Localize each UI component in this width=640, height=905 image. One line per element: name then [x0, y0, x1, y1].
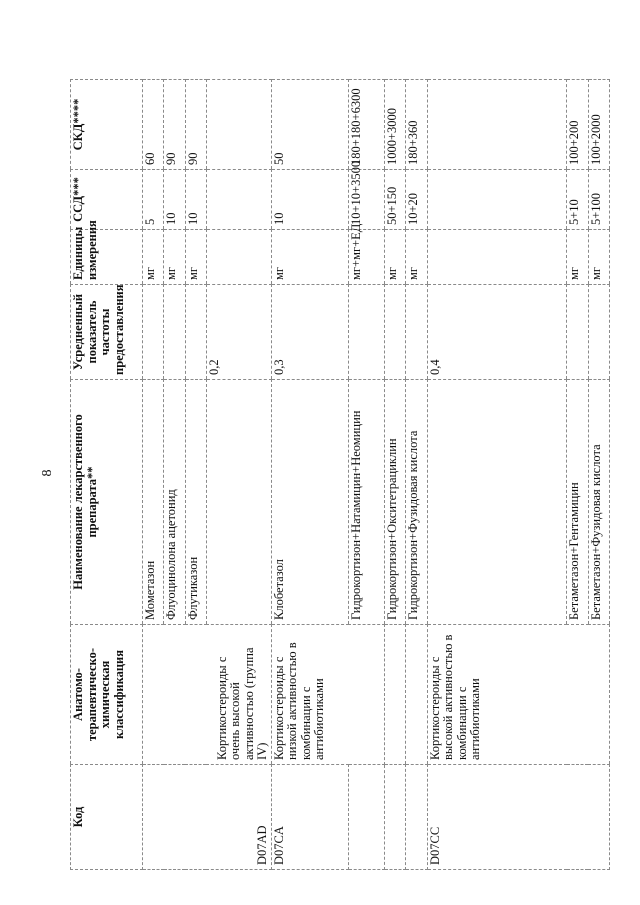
group-code: D07AD [143, 765, 272, 870]
drug-name: Флутиказон [185, 380, 206, 625]
drug-name-empty [427, 380, 567, 625]
skd-cell [206, 80, 271, 170]
drug-name: Бетаметазон+Фузидовая кислота [588, 380, 609, 625]
unit-cell: мг [385, 230, 406, 285]
page-number: 8 [40, 469, 55, 477]
skd-cell: 90 [164, 80, 185, 170]
drug-name: Флуоцинолона ацетонид [164, 380, 185, 625]
drug-name: Мометазон [143, 380, 164, 625]
rotated-table-wrapper [70, 80, 610, 870]
header-code: Код [71, 765, 143, 870]
freq-cell: 0,2 [206, 285, 271, 380]
skd-cell: 180+180+6300 [349, 80, 385, 170]
ssd-cell: 50+150 [385, 170, 406, 230]
ssd-cell [206, 170, 271, 230]
ssd-cell: 10 [185, 170, 206, 230]
unit-cell: мг [143, 230, 164, 285]
ssd-cell: 10+10+3500 [349, 170, 385, 230]
freq-cell: 0,4 [427, 285, 567, 380]
freq-cell [385, 285, 406, 380]
header-drug: Наименование лекарственного препарата** [71, 380, 143, 625]
freq-cell [567, 285, 588, 380]
skd-cell: 180+360 [406, 80, 427, 170]
ssd-cell: 5+10 [567, 170, 588, 230]
table-row [271, 80, 349, 870]
freq-cell [588, 285, 609, 380]
unit-cell: мг [588, 230, 609, 285]
freq-cell [164, 285, 185, 380]
unit-cell [427, 230, 567, 285]
drug-name: Гидрокортизон+Окситетрациклин [385, 380, 406, 625]
header-freq: Усредненный показатель частоты предоставления [71, 285, 143, 380]
group-atc: Кортикостероиды с очень высокой активностью (группа IV) [143, 625, 272, 765]
ssd-cell: 10+20 [406, 170, 427, 230]
group-code-empty [385, 765, 406, 870]
drug-name: Гидрокортизон+Натамицин+Неомицин [349, 380, 385, 625]
freq-cell [143, 285, 164, 380]
atc-empty [406, 625, 427, 765]
header-atc: Анатомо-терапевтическо-химическая классификация [71, 625, 143, 765]
header-skd: СКД**** [71, 80, 143, 170]
group-atc: Кортикостероиды с низкой активностью в комбинации с антибиотиками [271, 625, 385, 765]
skd-cell: 100+200 [567, 80, 588, 170]
unit-cell: мг [164, 230, 185, 285]
atc-empty [385, 625, 406, 765]
skd-cell: 50 [271, 80, 349, 170]
freq-cell [349, 285, 385, 380]
ssd-cell [427, 170, 567, 230]
header-ssd: ССД*** [71, 170, 143, 230]
unit-cell: мг [406, 230, 427, 285]
drug-name: Бетаметазон+Гентамицин [567, 380, 588, 625]
group-code-empty [349, 765, 385, 870]
unit-cell: мг [567, 230, 588, 285]
drug-name: Гидрокортизон+Фузидовая кислота [406, 380, 427, 625]
unit-cell: мг+мг+ЕД [349, 230, 385, 285]
ssd-cell: 10 [271, 170, 349, 230]
freq-cell [185, 285, 206, 380]
skd-cell: 90 [185, 80, 206, 170]
group-code: D07CC [427, 765, 609, 870]
skd-cell [427, 80, 567, 170]
table-row [143, 80, 164, 870]
header-row [71, 80, 143, 870]
header-unit: Единицы измерения [71, 230, 143, 285]
skd-cell: 60 [143, 80, 164, 170]
skd-cell: 1000+3000 [385, 80, 406, 170]
group-code: D07CA [271, 765, 349, 870]
unit-cell [206, 230, 271, 285]
ssd-cell: 5+100 [588, 170, 609, 230]
unit-cell: мг [185, 230, 206, 285]
drug-name-empty [206, 380, 271, 625]
group-atc: Кортикостероиды с высокой активностью в комбинации с антибиотиками [427, 625, 609, 765]
table-row [385, 80, 406, 870]
drug-table [70, 79, 610, 870]
table-row [406, 80, 427, 870]
freq-cell: 0,3 [271, 285, 349, 380]
unit-cell: мг [271, 230, 349, 285]
ssd-cell: 5 [143, 170, 164, 230]
group-code-empty [406, 765, 427, 870]
freq-cell [406, 285, 427, 380]
skd-cell: 100+2000 [588, 80, 609, 170]
drug-name: Клобетазол [271, 380, 349, 625]
table-row [427, 80, 567, 870]
ssd-cell: 10 [164, 170, 185, 230]
